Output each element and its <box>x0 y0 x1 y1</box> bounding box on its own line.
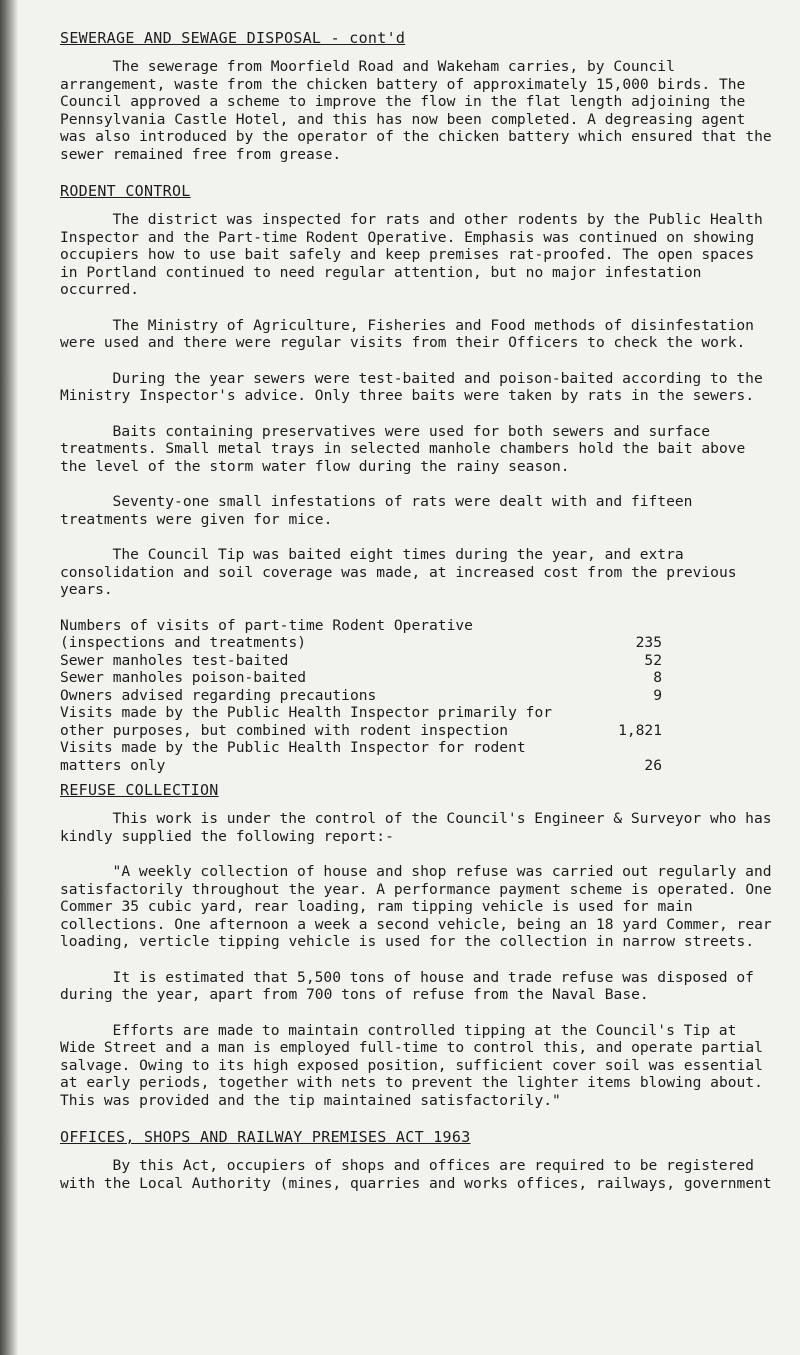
stat-label: Owners advised regarding precautions <box>60 686 377 704</box>
stat-value: 1,821 <box>618 721 662 739</box>
paragraph: The sewerage from Moorfield Road and Wakeham carries, by Council arrangement, waste from the chicken battery of approximately 15,000 birds. The Council approved a scheme to improve the flow in the flat length adjoining the Pennsylvania Castle Hotel, and this has now been completed. A degreasing agent was also introduced by the operator of the chicken battery which ensured that the sewer remained free from grease. <box>60 58 772 163</box>
document-page <box>18 0 800 1355</box>
stat-label: Visits made by the Public Health Inspector primarily for other purposes, but combined with rodent inspection <box>60 704 553 739</box>
stat-row <box>60 617 662 652</box>
binding-edge <box>0 0 18 1355</box>
paragraph: Seventy-one small infestations of rats were dealt with and fifteen treatments were given for mice. <box>60 493 693 528</box>
paragraph: By this Act, occupiers of shops and offices are required to be registered with the Local Authority (mines, quarries and works offices, railways, government <box>60 1157 772 1192</box>
section-heading-rodent-control: RODENT CONTROL <box>60 182 191 200</box>
paragraph: "A weekly collection of house and shop refuse was carried out regularly and satisfactorily throughout the year. A performance payment scheme is operated. One Commer 35 cubic yard, rear loading, ram tipping vehicle is used for main collections. One afternoon a week a second vehicle, being an 18 yard Commer, rear loading, verticle tipping vehicle is used for the collection in narrow streets. <box>60 863 772 950</box>
page-content <box>60 28 780 1210</box>
stat-label: Sewer manholes poison-baited <box>60 669 307 686</box>
stat-row <box>60 704 662 739</box>
stat-row <box>60 739 662 774</box>
section-heading-sewerage: SEWERAGE AND SEWAGE DISPOSAL - cont'd <box>60 29 406 47</box>
stat-label: Sewer manholes test-baited <box>60 651 289 669</box>
stat-value: 235 <box>635 634 662 651</box>
stat-row <box>60 687 662 705</box>
paragraph: Efforts are made to maintain controlled tipping at the Council's Tip at Wide Street and a man is employed full-time to control this, and operate partial salvage. Owing to its high exposed position, sufficient cover soil was essential at early periods, together with nets to prevent the lighter items blowing about. This was provided and the tip maintained satisfactorily." <box>60 1021 763 1109</box>
paragraph: The Ministry of Agriculture, Fisheries and Food methods of disinfestation were used and there were regular visits from their Officers to check the work. <box>60 316 754 351</box>
stat-row <box>60 669 662 687</box>
stat-value: 8 <box>653 669 662 686</box>
stat-row <box>60 652 662 670</box>
paragraph: Baits containing preservatives were used for both sewers and surface treatments. Small metal trays in selected manhole chambers hold the bait above the level of the storm water flow during the rainy season. <box>60 422 746 475</box>
section-heading-refuse-collection: REFUSE COLLECTION <box>60 781 219 799</box>
stat-value: 9 <box>653 686 662 704</box>
stat-value: 52 <box>644 651 662 669</box>
paragraph: During the year sewers were test-baited and poison-baited according to the Ministry Inspector's advice. Only three baits were taken by rats in the sewers. <box>60 369 763 404</box>
paragraph: This work is under the control of the Council's Engineer & Surveyor who has kindly supplied the following report:- <box>60 810 772 845</box>
stat-label: Numbers of visits of part-time Rodent Operative (inspections and treatments) <box>60 616 473 651</box>
paragraph: It is estimated that 5,500 tons of house and trade refuse was disposed of during the year, apart from 700 tons of refuse from the Naval Base. <box>60 968 754 1003</box>
stat-label: Visits made by the Public Health Inspector for rodent matters only <box>60 739 526 774</box>
rodent-statistics-table <box>60 617 780 775</box>
paragraph: The Council Tip was baited eight times during the year, and extra consolidation and soil coverage was made, at increased cost from the previous years. <box>60 546 737 598</box>
stat-value: 26 <box>644 756 662 774</box>
section-heading-offices-shops-act: OFFICES, SHOPS AND RAILWAY PREMISES ACT 1963 <box>60 1128 471 1146</box>
paragraph: The district was inspected for rats and other rodents by the Public Health Inspector and the Part-time Rodent Operative. Emphasis was continued on showing occupiers how to use bait safely and keep premises rat-proofed. The open spaces in Portland continued to need regular attention, but no major infestation occurred. <box>60 211 763 298</box>
